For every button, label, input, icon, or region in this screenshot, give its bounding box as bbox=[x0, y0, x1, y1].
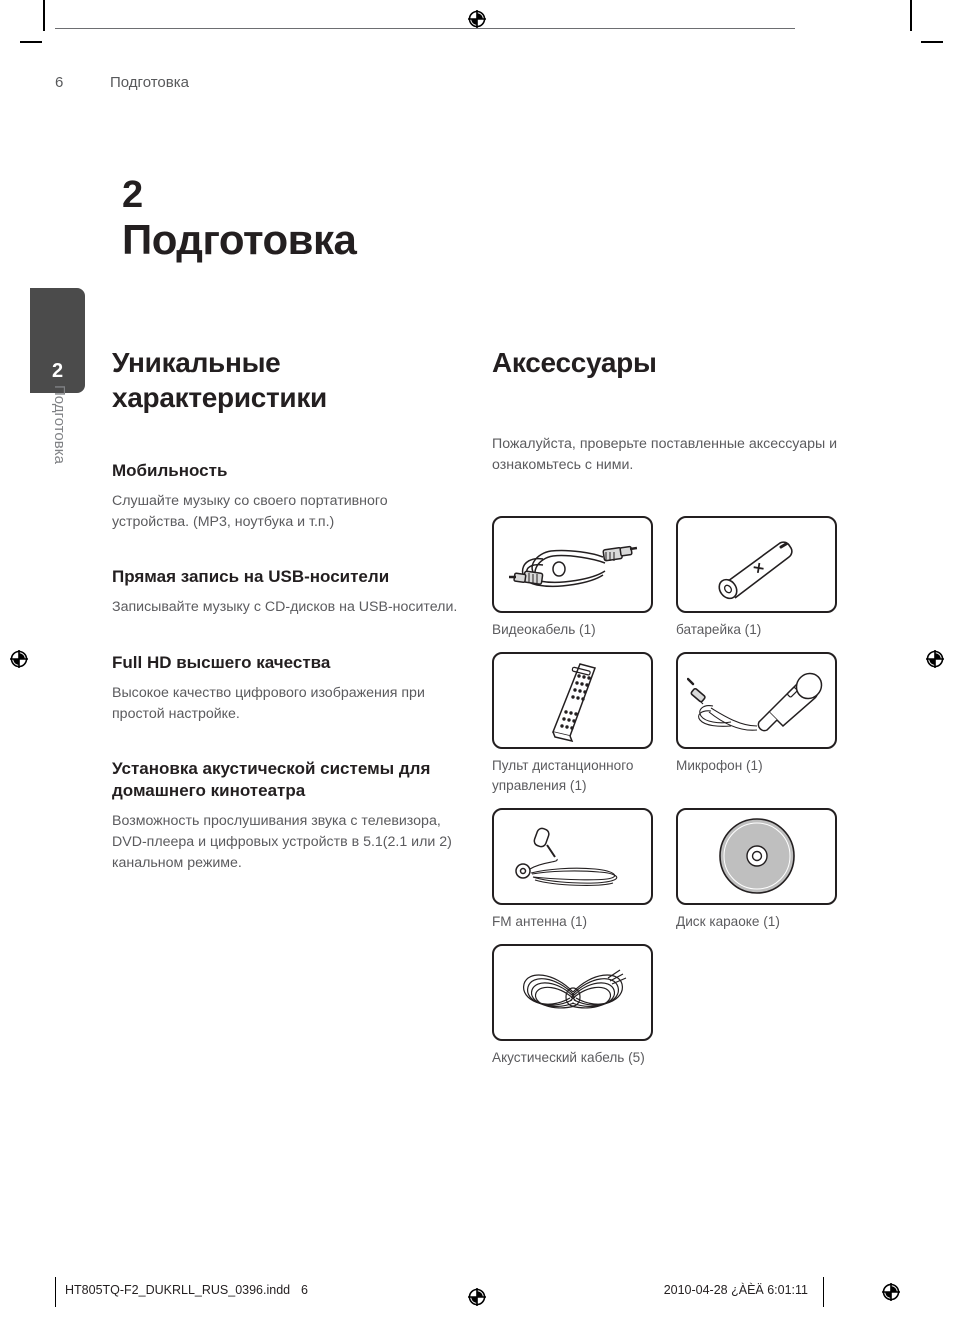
battery-icon bbox=[702, 529, 812, 601]
accessory-image-box bbox=[676, 808, 837, 905]
accessory-caption: Видеокабель (1) bbox=[492, 622, 596, 637]
crop-mark-top-right-vertical bbox=[910, 0, 912, 31]
footer-page-number: 6 bbox=[301, 1283, 308, 1297]
accessory-caption: Микрофон (1) bbox=[676, 758, 763, 774]
registration-mark-top-center bbox=[466, 8, 488, 30]
accessory-item-speaker-cable bbox=[492, 944, 655, 1076]
header-divider bbox=[55, 28, 795, 29]
accessory-item-battery bbox=[676, 516, 839, 648]
remote-control-icon bbox=[523, 660, 623, 742]
feature-body: Высокое качество цифрового изображения при простой настройке. bbox=[112, 685, 425, 722]
accessory-row bbox=[492, 652, 840, 804]
feature-section-home-theater-setup bbox=[112, 758, 467, 873]
accessory-row bbox=[492, 808, 840, 940]
side-thumb-tab-label: Подготовка bbox=[51, 385, 68, 464]
accessory-caption: FM антенна (1) bbox=[492, 913, 588, 929]
page-folio-number: 6 bbox=[55, 74, 64, 91]
fm-antenna-icon bbox=[503, 819, 643, 893]
feature-title: Full HD высшего качества bbox=[112, 652, 331, 672]
page-header bbox=[55, 70, 850, 110]
accessory-item-remote-control bbox=[492, 652, 655, 804]
accessory-image-box bbox=[676, 516, 837, 613]
accessory-image-box bbox=[492, 516, 653, 613]
feature-section-usb-recording bbox=[112, 566, 467, 618]
chapter-opener bbox=[122, 176, 642, 262]
crop-mark-top-left-vertical bbox=[43, 0, 45, 31]
footer-file-name: HT805TQ-F2_DUKRLL_RUS_0396.indd bbox=[65, 1283, 291, 1297]
feature-title: Прямая запись на USB-носители bbox=[112, 567, 390, 587]
unique-features-heading: Уникальные характеристики bbox=[112, 347, 327, 413]
accessories-heading: Аксессуары bbox=[492, 347, 657, 378]
microphone-icon bbox=[687, 664, 827, 738]
page-footer bbox=[55, 1283, 900, 1303]
registration-mark-left-middle bbox=[8, 648, 30, 670]
accessory-item-fm-antenna bbox=[492, 808, 655, 940]
feature-title: Мобильность bbox=[112, 461, 228, 480]
footer-date-time: 2010-04-28 ¿ÀÈÄ 6:01:11 bbox=[663, 1283, 808, 1297]
feature-body: Записывайте музыку с CD-дисков на USB-носители. bbox=[112, 599, 458, 616]
side-thumb-tab-number: 2 bbox=[51, 360, 64, 382]
crop-mark-top-left-horizontal bbox=[20, 41, 42, 43]
chapter-number: 2 bbox=[122, 174, 143, 216]
accessory-row bbox=[492, 944, 840, 1076]
accessory-caption: Акустический кабель (5) bbox=[492, 1050, 645, 1066]
running-header-title: Подготовка bbox=[110, 74, 189, 91]
feature-section-full-hd bbox=[112, 652, 467, 724]
feature-title: Установка акустической системы для домашнего кинотеатра bbox=[112, 759, 431, 801]
accessory-image-box bbox=[676, 652, 837, 749]
karaoke-disc-icon bbox=[715, 814, 799, 898]
accessory-caption: Пульт дистанционного управления (1) bbox=[492, 758, 634, 793]
accessory-item-microphone bbox=[676, 652, 839, 804]
accessory-image-box bbox=[492, 944, 653, 1041]
accessory-image-box bbox=[492, 652, 653, 749]
accessories-intro-text: Пожалуйста, проверьте поставленные аксессуары и ознакомьтесь с ними. bbox=[492, 436, 838, 473]
feature-section-mobility bbox=[112, 460, 467, 532]
footer-rule-left bbox=[55, 1277, 56, 1307]
side-thumb-tab bbox=[30, 288, 85, 393]
speaker-cable-icon bbox=[508, 954, 638, 1032]
feature-body: Возможность прослушивания звука с телевизора, DVD-плеера и цифровых устройств в 5.1(2.1 или 2) канальном режиме. bbox=[112, 813, 452, 871]
svg-text:✕: ✕ bbox=[749, 558, 768, 577]
crop-mark-top-right-horizontal bbox=[921, 41, 943, 43]
chapter-title: Подготовка bbox=[122, 216, 357, 263]
accessory-item-video-cable bbox=[492, 516, 655, 648]
right-column bbox=[492, 345, 847, 475]
left-column bbox=[112, 345, 467, 873]
registration-mark-right-middle bbox=[924, 648, 946, 670]
accessory-caption: Диск караоке (1) bbox=[676, 913, 780, 929]
footer-rule-right bbox=[823, 1277, 824, 1307]
feature-body: Слушайте музыку со своего портативного устройства. (MP3, ноутбука и т.п.) bbox=[112, 493, 388, 530]
accessory-image-box bbox=[492, 808, 653, 905]
accessory-empty-cell bbox=[676, 944, 839, 1076]
accessory-caption: батарейка (1) bbox=[676, 622, 762, 637]
accessory-row bbox=[492, 516, 840, 648]
video-cable-icon bbox=[507, 529, 639, 601]
accessories-grid bbox=[492, 516, 840, 1080]
accessory-item-karaoke-disc bbox=[676, 808, 839, 940]
